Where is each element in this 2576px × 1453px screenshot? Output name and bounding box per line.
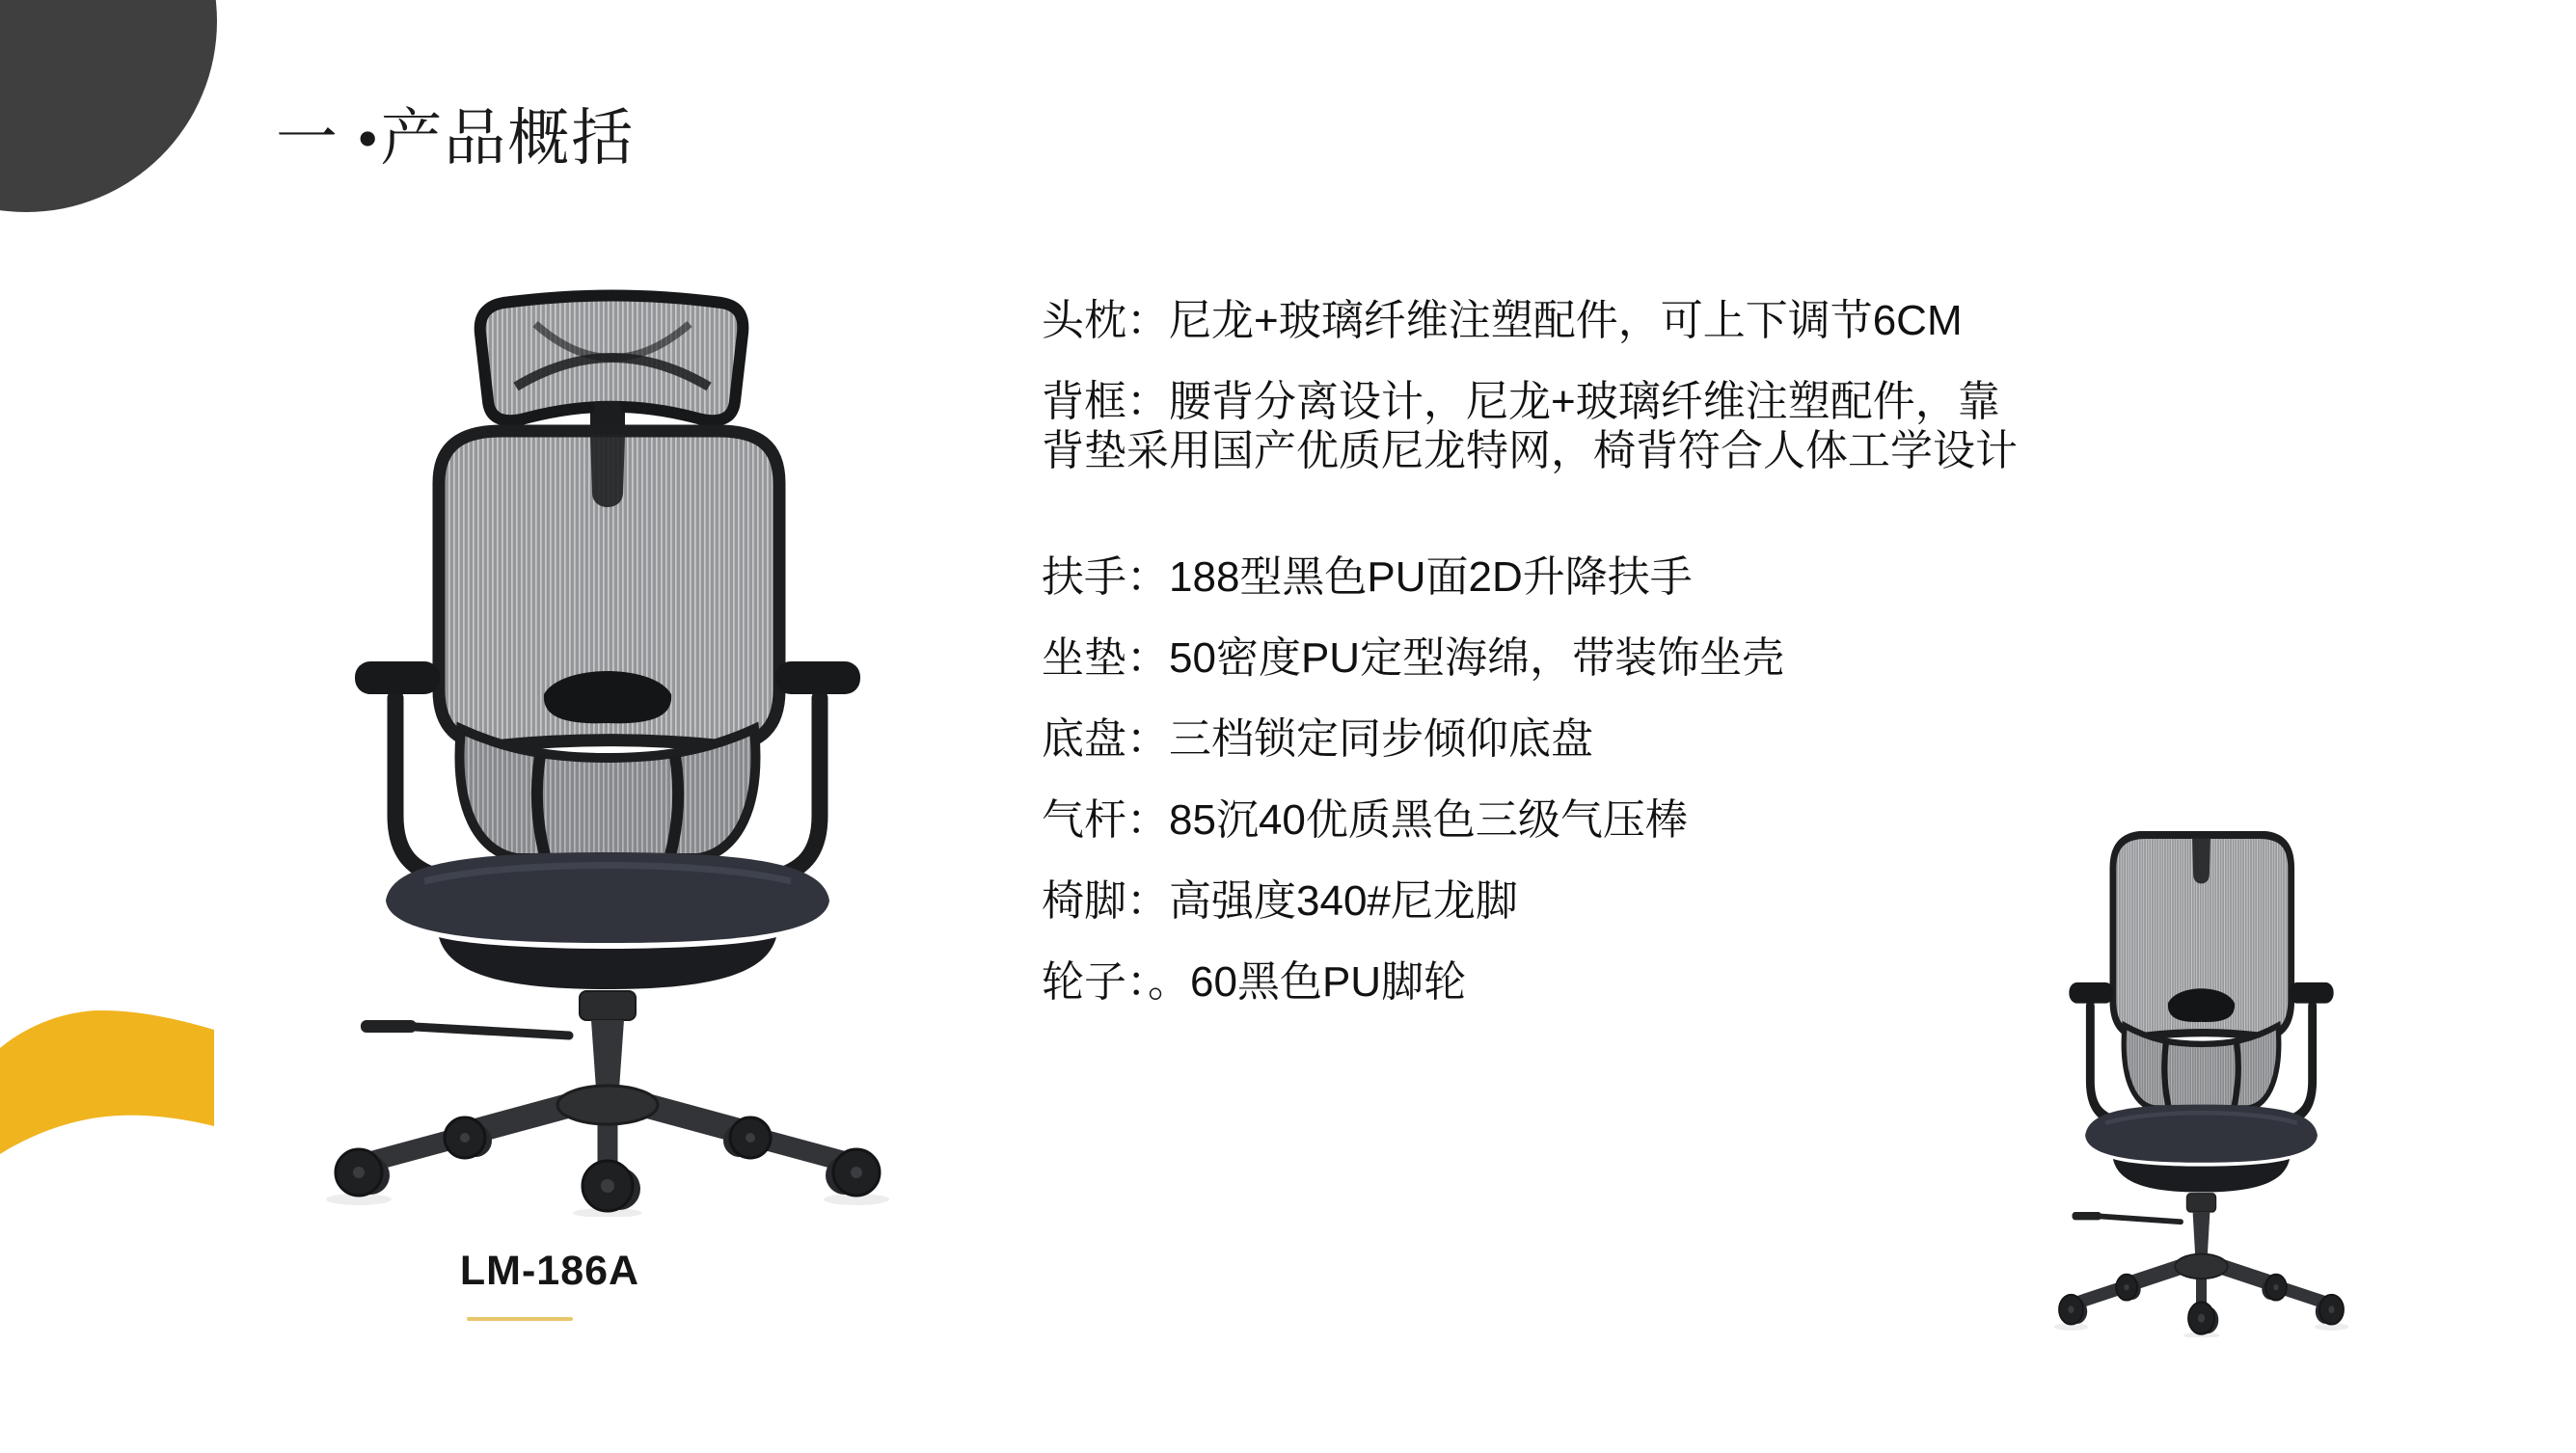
spec-list	[1042, 296, 2141, 1038]
spec-item-armrest	[1042, 552, 2141, 602]
spec-item-backframe	[1042, 377, 2141, 475]
main-chair-image	[299, 276, 916, 1217]
spec-item-base	[1042, 876, 2141, 926]
spec-line: 扶手：188型黑色PU面2D升降扶手	[1042, 553, 1693, 601]
spec-item-headrest	[1042, 296, 2141, 345]
product-model-label: LM-186A	[459, 1248, 640, 1294]
spec-line: 椅脚：高强度340#尼龙脚	[1042, 877, 1518, 925]
spec-item-casters	[1042, 957, 2141, 1007]
spec-line: 轮子：。60黑色PU脚轮	[1042, 958, 1467, 1006]
spec-line: 背垫采用国产优质尼龙特网，椅背符合人体工学设计	[1042, 427, 2018, 474]
page-title: 一 •产品概括	[276, 104, 636, 173]
spec-item-mechanism	[1042, 714, 2141, 764]
small-chair-image	[2040, 831, 2363, 1337]
model-label-underline	[467, 1317, 573, 1321]
spec-line: 气杆：85沉40优质黑色三级气压棒	[1042, 796, 1688, 844]
spec-line: 头枕：尼龙+玻璃纤维注塑配件，可上下调节6CM	[1042, 297, 1963, 344]
spec-item-gaslift	[1042, 795, 2141, 845]
yellow-swoosh-decoration	[0, 1003, 217, 1162]
spec-line: 底盘：三档锁定同步倾仰底盘	[1042, 715, 1593, 763]
spec-line: 坐垫：50密度PU定型海绵，带装饰坐壳	[1042, 634, 1785, 682]
spec-item-seat	[1042, 633, 2141, 683]
corner-circle-decoration	[0, 0, 217, 212]
spec-line: 背框：腰背分离设计，尼龙+玻璃纤维注塑配件，靠	[1042, 378, 2000, 425]
